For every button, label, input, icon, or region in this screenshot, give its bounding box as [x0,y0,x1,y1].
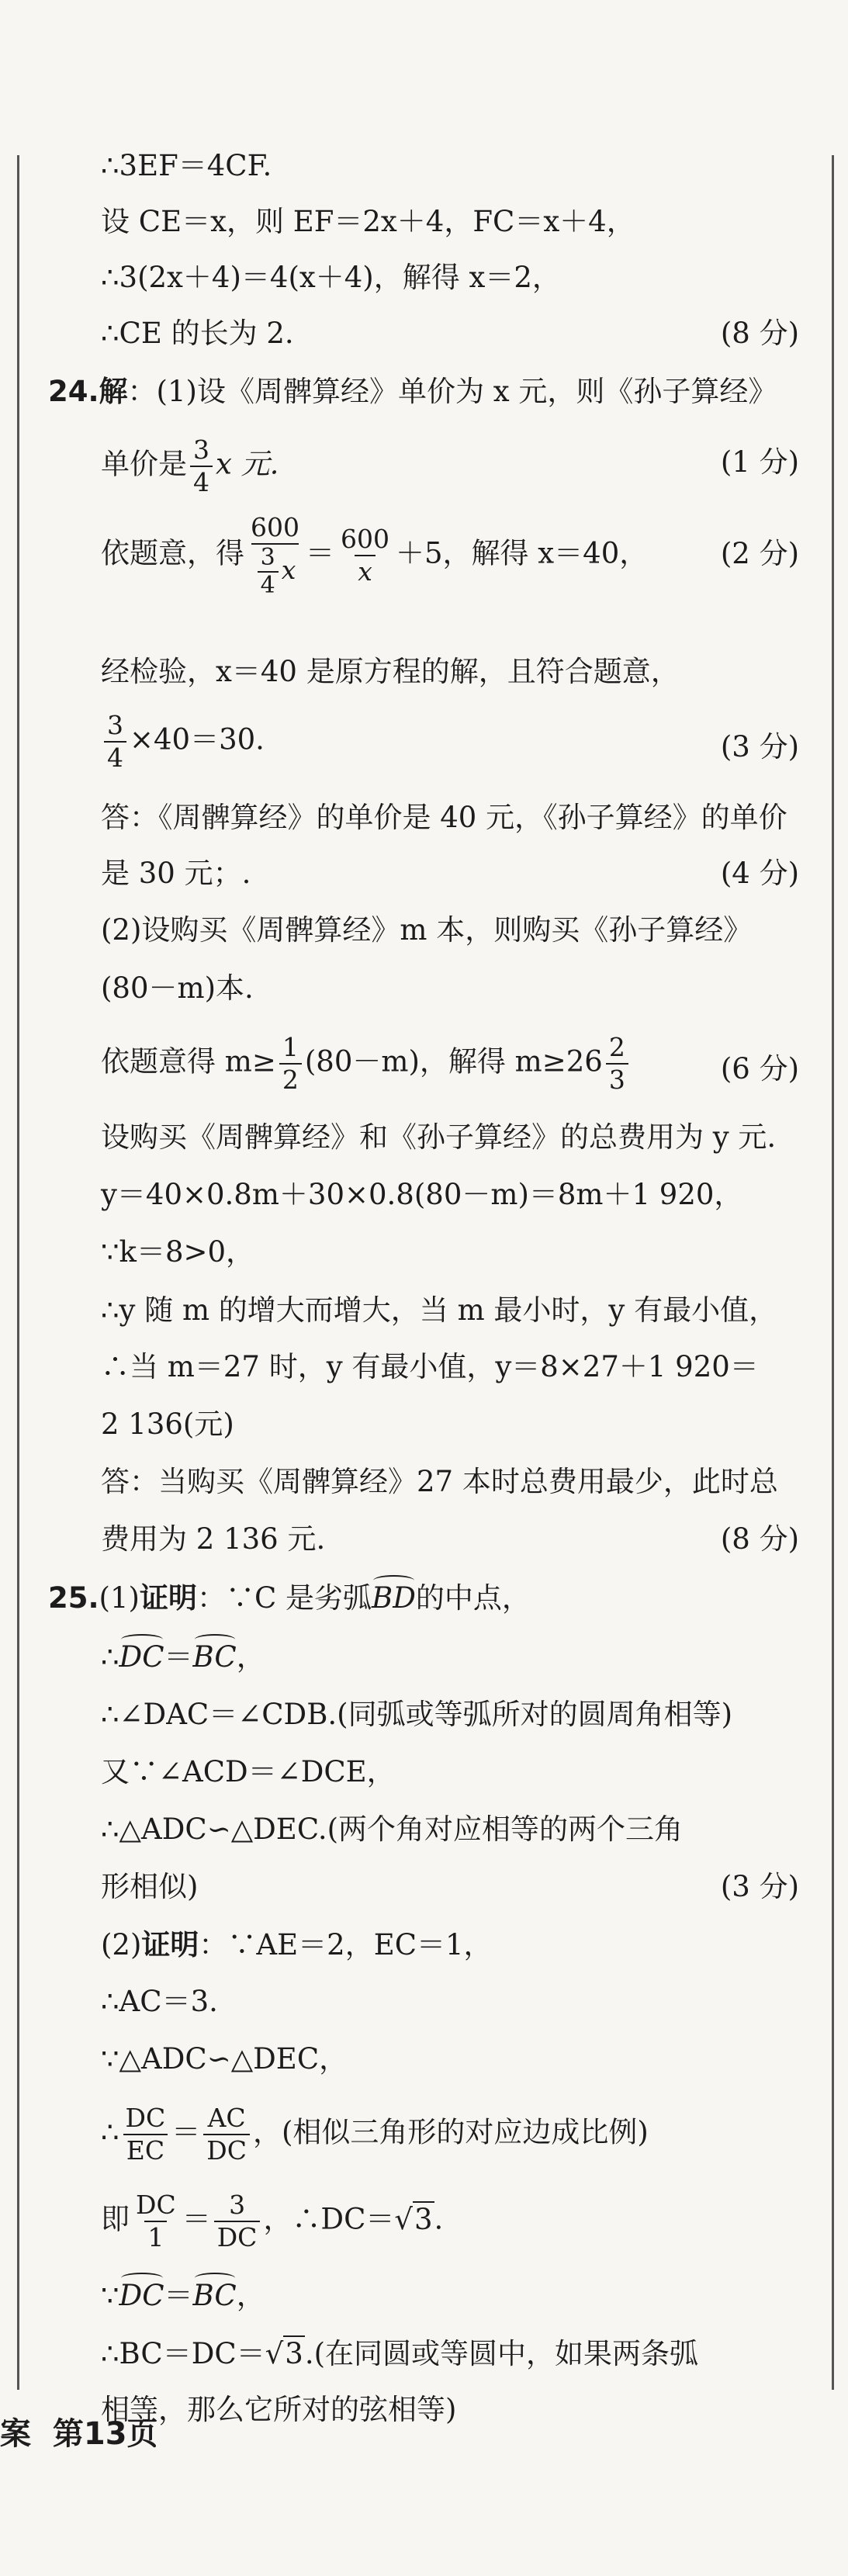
arc-symbol: BC [193,1639,237,1676]
score-mark: (1 分) [720,445,799,479]
fraction: $\frac{DC}{EC}$ [123,2103,169,2166]
text-line: 答：《周髀算经》的单价是 40 元，《孙子算经》的单价 [101,801,787,834]
right-margin-rule [832,155,834,2390]
solution-label: 解 [99,374,128,408]
fraction: $\frac{1}{2}$ [279,1032,302,1096]
text-line: 设 CE＝x，则 EF＝2x＋4，FC＝x＋4， [101,205,635,238]
text-line: 费用为 2 136 元. (8 分) [101,1521,799,1558]
proof-label: 证明 [139,1581,197,1615]
text-line: 即 $\frac{DC}{1}$ ＝ $\frac{3}{DC}$ ，∴DC＝√3. [101,2190,444,2252]
score-mark: (2 分) [720,537,799,570]
fraction: $\frac{2}{3}$ [606,1032,628,1096]
question-24-header: 24.解：(1)设《周髀算经》单价为 x 元，则《孙子算经》 [48,374,777,408]
text-line: 是 30 元；. (4 分) [101,855,799,892]
text-line: (2)设购买《周髀算经》m 本，则购买《孙子算经》 [101,913,753,947]
fraction: $\frac{3}{DC}$ [214,2190,261,2253]
text-line: ∴3(2x＋4)＝4(x＋4)，解得 x＝2， [101,261,561,294]
text-line: 相等，那么它所对的弦相等) [101,2393,457,2426]
score-mark: (4 分) [720,857,799,890]
text-line: ∵△ADC∽△DEC， [101,2042,348,2076]
text-line: ∴3EF＝4CF. [101,149,272,182]
text-line: ∵DC＝BC， [101,2277,799,2315]
arc-symbol: DC [119,1639,164,1676]
text-line: $\frac{3}{4}$ ×40＝30. (3 分) [101,710,799,774]
arc-symbol: BC [193,2277,237,2315]
text-line: ∴y 随 m 的增大而增大，当 m 最小时，y 有最小值， [101,1293,778,1327]
fraction: 600 $\frac{3}{4}$ x [251,512,299,599]
score-mark: (6 分) [720,1052,799,1085]
fraction: $\frac{3}{4}$ [190,435,213,498]
text-line: 又∵∠ACD＝∠DCE， [101,1755,396,1788]
fraction: $\frac{DC}{1}$ [136,2190,176,2252]
text-line: 单价是 $\frac{3}{4}$ x 元. (1 分) [101,435,799,497]
text-line: 依题意，得 600 $\frac{3}{4}$ x ＝ $\frac{600}{x}$ ＋5，解得 x＝40， (2 分) [101,512,799,599]
text-line: y＝40×0.8m＋30×0.8(80－m)＝8m＋1 920， [101,1178,743,1211]
text-line: 依题意得 m≥ $\frac{1}{2}$ (80－m)，解得 m≥26 $\frac{2}{3}$ (6 分) [101,1032,799,1095]
question-number: 25. [48,1581,99,1615]
score-mark: (3 分) [720,1870,799,1903]
text-line: (2)证明：∵AE＝2，EC＝1， [101,1927,493,1961]
text-line: ∴DC＝BC， [101,1639,799,1676]
text-line: 答：当购买《周髀算经》27 本时总费用最少，此时总 [101,1465,778,1498]
fraction: $\frac{AC}{DC}$ [203,2103,250,2166]
left-margin-rule [17,155,19,2390]
proof-label: 证明 [141,1927,199,1961]
text-line: ∴ $\frac{DC}{EC}$ ＝ $\frac{AC}{DC}$ ，(相似三角形的对应边成比例) [101,2103,649,2166]
text-line: 2 136(元) [101,1407,234,1441]
text-line: ∴CE 的长为 2. (8 分) [101,315,799,352]
score-mark: (8 分) [720,317,799,350]
score-mark: (8 分) [720,1522,799,1556]
text-line: 形相似) (3 分) [101,1868,799,1906]
text-line: ∴当 m＝27 时，y 有最小值，y＝8×27＋1 920＝ [101,1350,759,1383]
square-root: √3 [394,2202,433,2236]
text-line: ∴△ADC∽△DEC.(两个角对应相等的两个三角 [101,1813,684,1846]
score-mark: (3 分) [720,730,799,763]
fraction: $\frac{600}{x}$ [341,524,389,587]
text-line: ∴BC＝DC＝√3.(在同圆或等圆中，如果两条弧 [101,2335,799,2373]
fraction: $\frac{3}{4}$ [104,710,126,774]
arc-symbol: BD [372,1580,416,1617]
text-line: ∵k＝8>0， [101,1235,255,1269]
text-line: 经检验，x＝40 是原方程的解，且符合题意， [101,655,680,688]
text-line: 设购买《周髀算经》和《孙子算经》的总费用为 y 元. [101,1120,777,1154]
page-number: 第13页 [52,2416,158,2452]
text-line: (80－m)本. [101,971,254,1005]
question-number: 24. [48,375,99,408]
arc-symbol: DC [119,2277,164,2315]
text-line: ∴∠DAC＝∠CDB.(同弧或等弧所对的圆周角相等) [101,1698,733,1731]
text-line: ∴AC＝3. [101,1985,218,2018]
question-25-header: 25.(1)证明：∵C 是劣弧BD的中点， [48,1579,746,1617]
page-footer: 案 第13页 [0,2416,158,2452]
square-root: √3 [265,2337,303,2370]
